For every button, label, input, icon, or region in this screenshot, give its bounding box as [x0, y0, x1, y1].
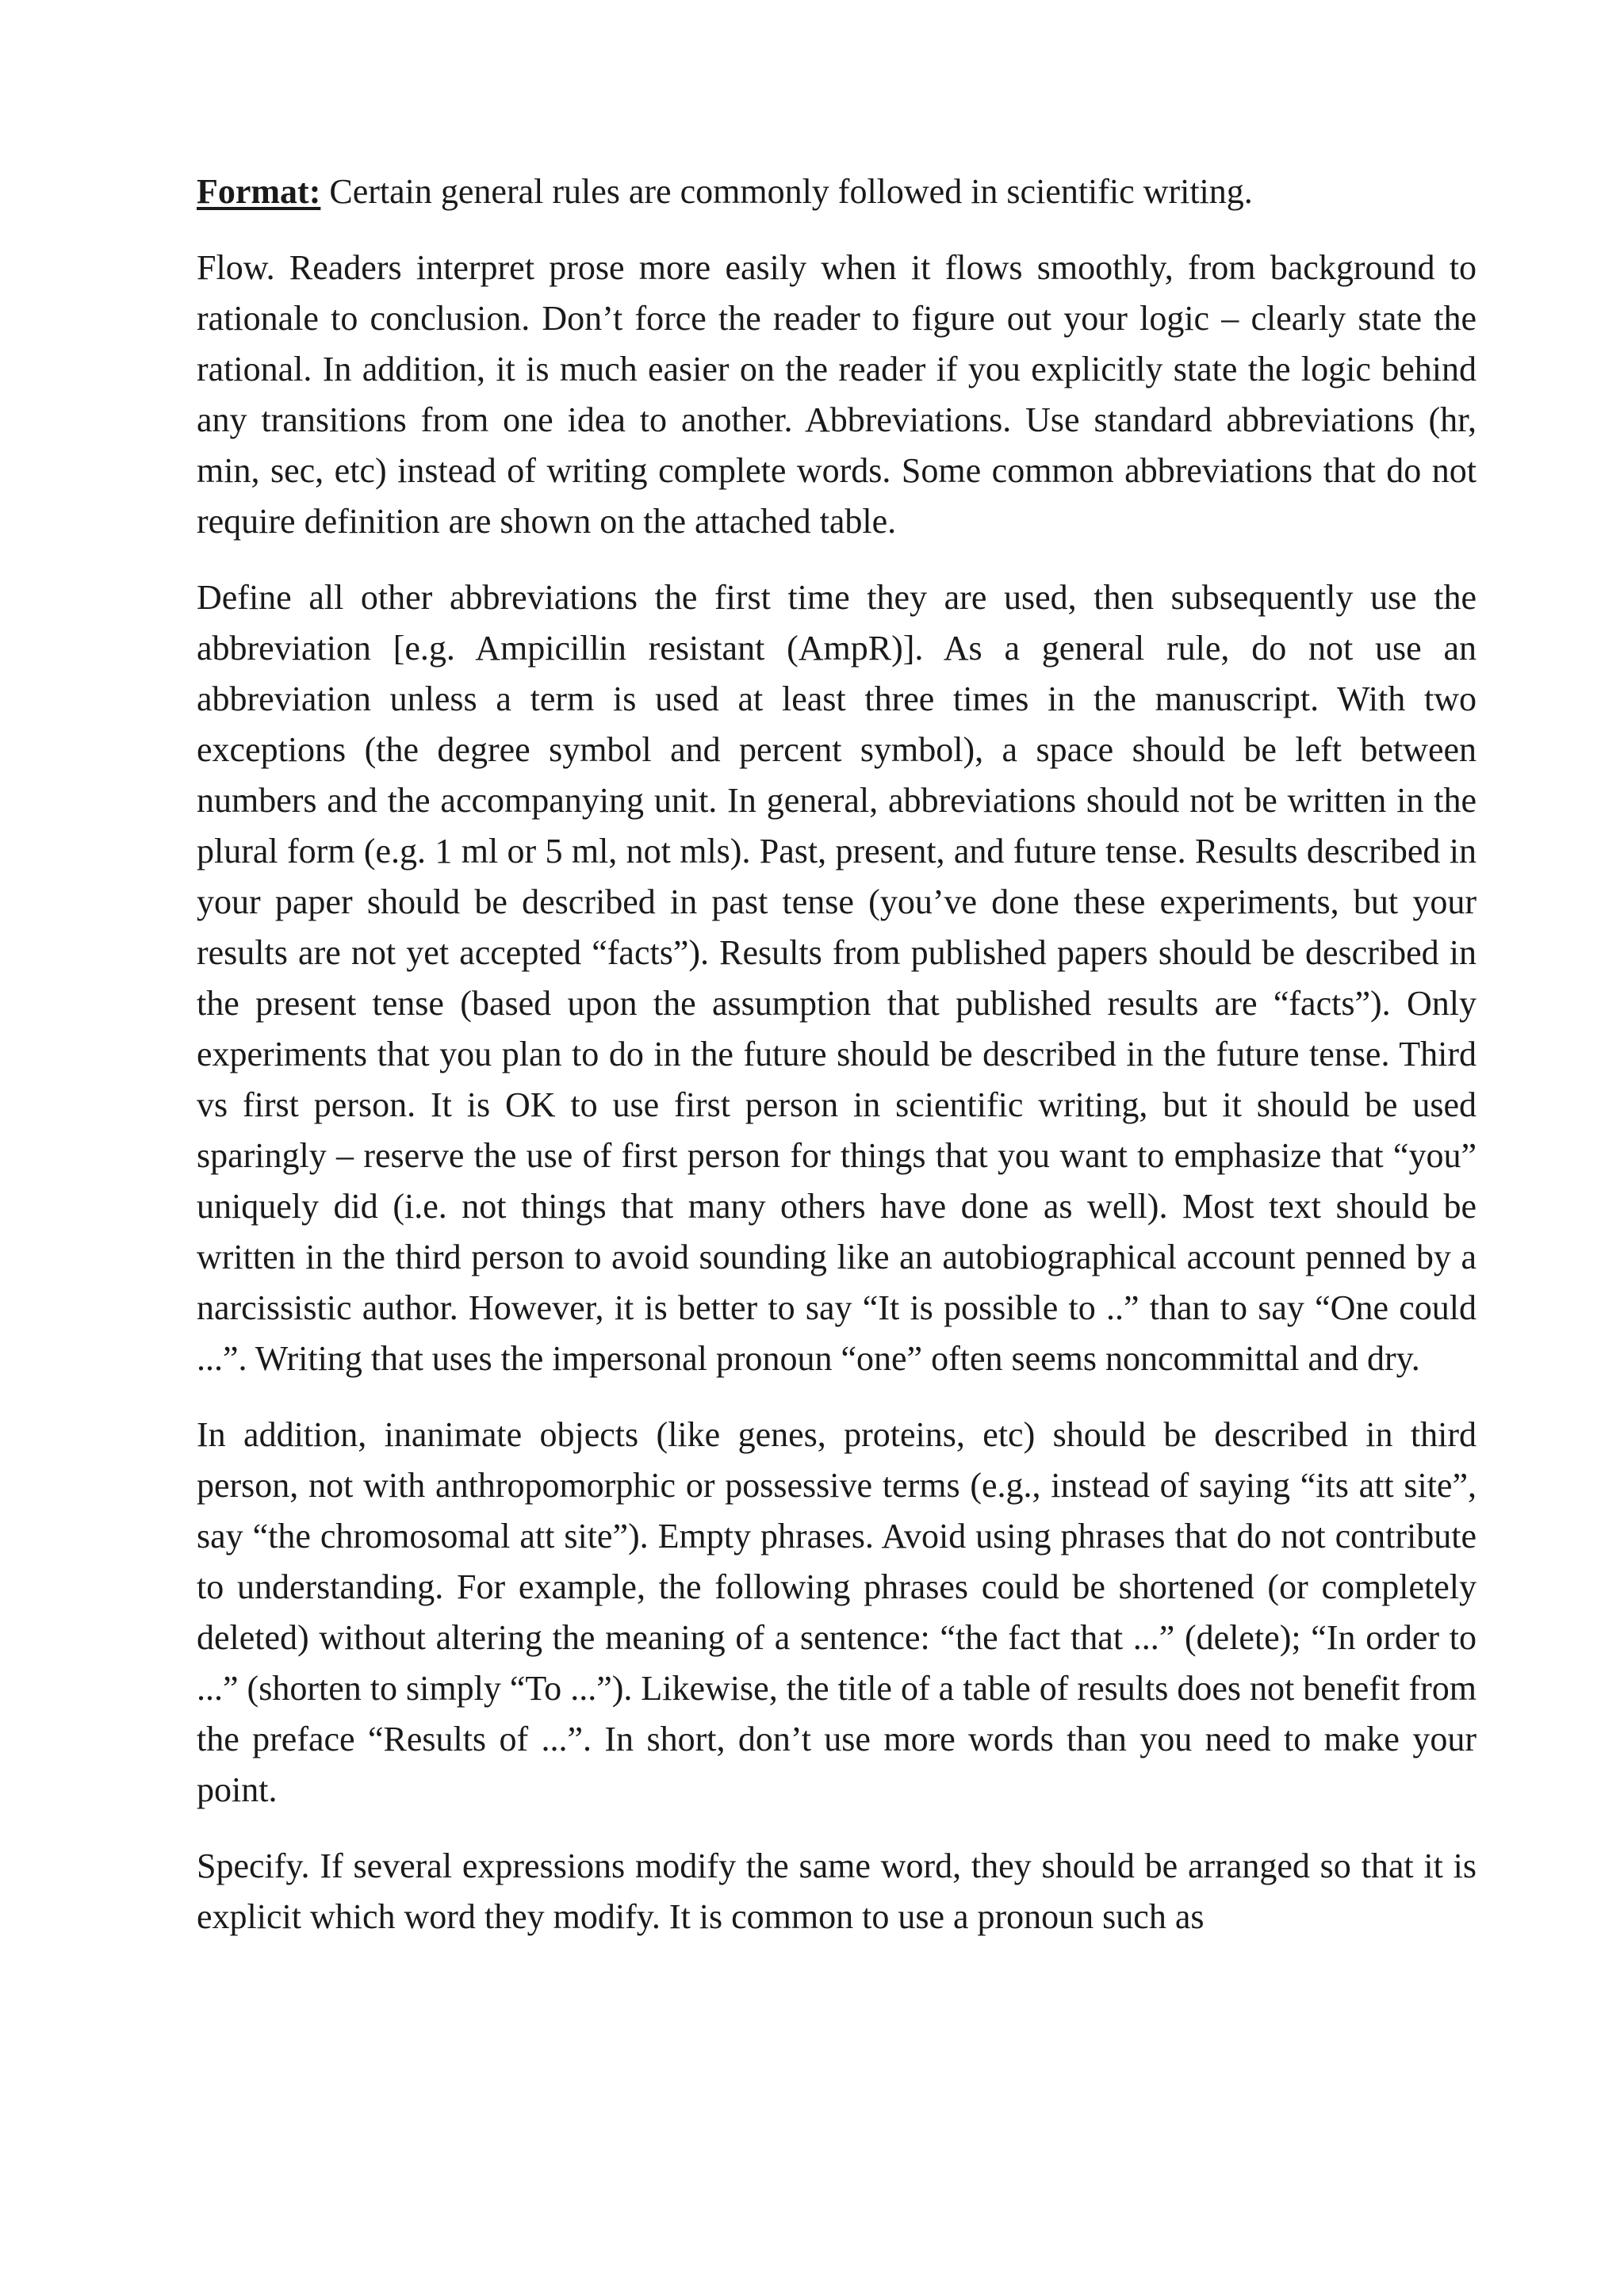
format-heading: Format: [197, 172, 321, 211]
paragraph-define-abbreviations: Define all other abbreviations the first time they are used, then subsequently use the abbreviation [e.g. Ampicillin resistant (AmpR)]. As a general rule, do not use an abbreviation unless a term is used at least three times in the manuscript. With two exceptions (the degree symbol and percent symbol), a space should be left between numbers and the accompanying unit. In general, abbreviations should not be written in the plural form (e.g. 1 ml or 5 ml, not mls). Past, present, and future tense. Results described in your paper should be described in past tense (you’ve done these experiments, but your results are not yet accepted “facts”). Results from published papers should be described in the present tense (based upon the assumption that published results are “facts”). Only experiments that you plan to do in the future should be described in the future tense. Third vs first person. It is OK to use first person in scientific writing, but it should be used sparingly – reserve the use of first person for things that you want to emphasize that “you” uniquely did (i.e. not things that many others have done as well). Most text should be written in the third person to avoid sounding like an autobiographical account penned by a narcissistic author. However, it is better to say “It is possible to ..” than to say “One could ...”. Writing that uses the impersonal pronoun “one” often seems noncommittal and dry. [197, 578, 1477, 1378]
format-intro-text: Certain general rules are commonly followed in scientific writing. [320, 172, 1253, 211]
paragraph-flow-abbreviations: Flow. Readers interpret prose more easily when it flows smoothly, from background to rationale to conclusion. Don’t force the reader to figure out your logic – clearly state the rational. In addition, it is much easier on the reader if you explicitly state the logic behind any transitions from one idea to another. Abbreviations. Use standard abbreviations (hr, min, sec, etc) instead of writing complete words. Some common abbreviations that do not require definition are shown on the attached table. [197, 248, 1477, 541]
document-page [197, 166, 1477, 1968]
format-paragraph [197, 166, 1477, 217]
paragraph-specify: Specify. If several expressions modify the same word, they should be arranged so that it is explicit which word they modify. It is common to use a pronoun such as [197, 1846, 1477, 1936]
paragraph-inanimate-objects: In addition, inanimate objects (like genes, proteins, etc) should be described in third person, not with anthropomorphic or possessive terms (e.g., instead of saying “its att site”, say “the chromosomal att site”). Empty phrases. Avoid using phrases that do not contribute to understanding. For example, the following phrases could be shortened (or completely deleted) without altering the meaning of a sentence: “the fact that ...” (delete); “In order to ...” (shorten to simply “To ...”). Likewise, the title of a table of results does not benefit from the preface “Results of ...”. In short, don’t use more words than you need to make your point. [197, 1415, 1477, 1809]
